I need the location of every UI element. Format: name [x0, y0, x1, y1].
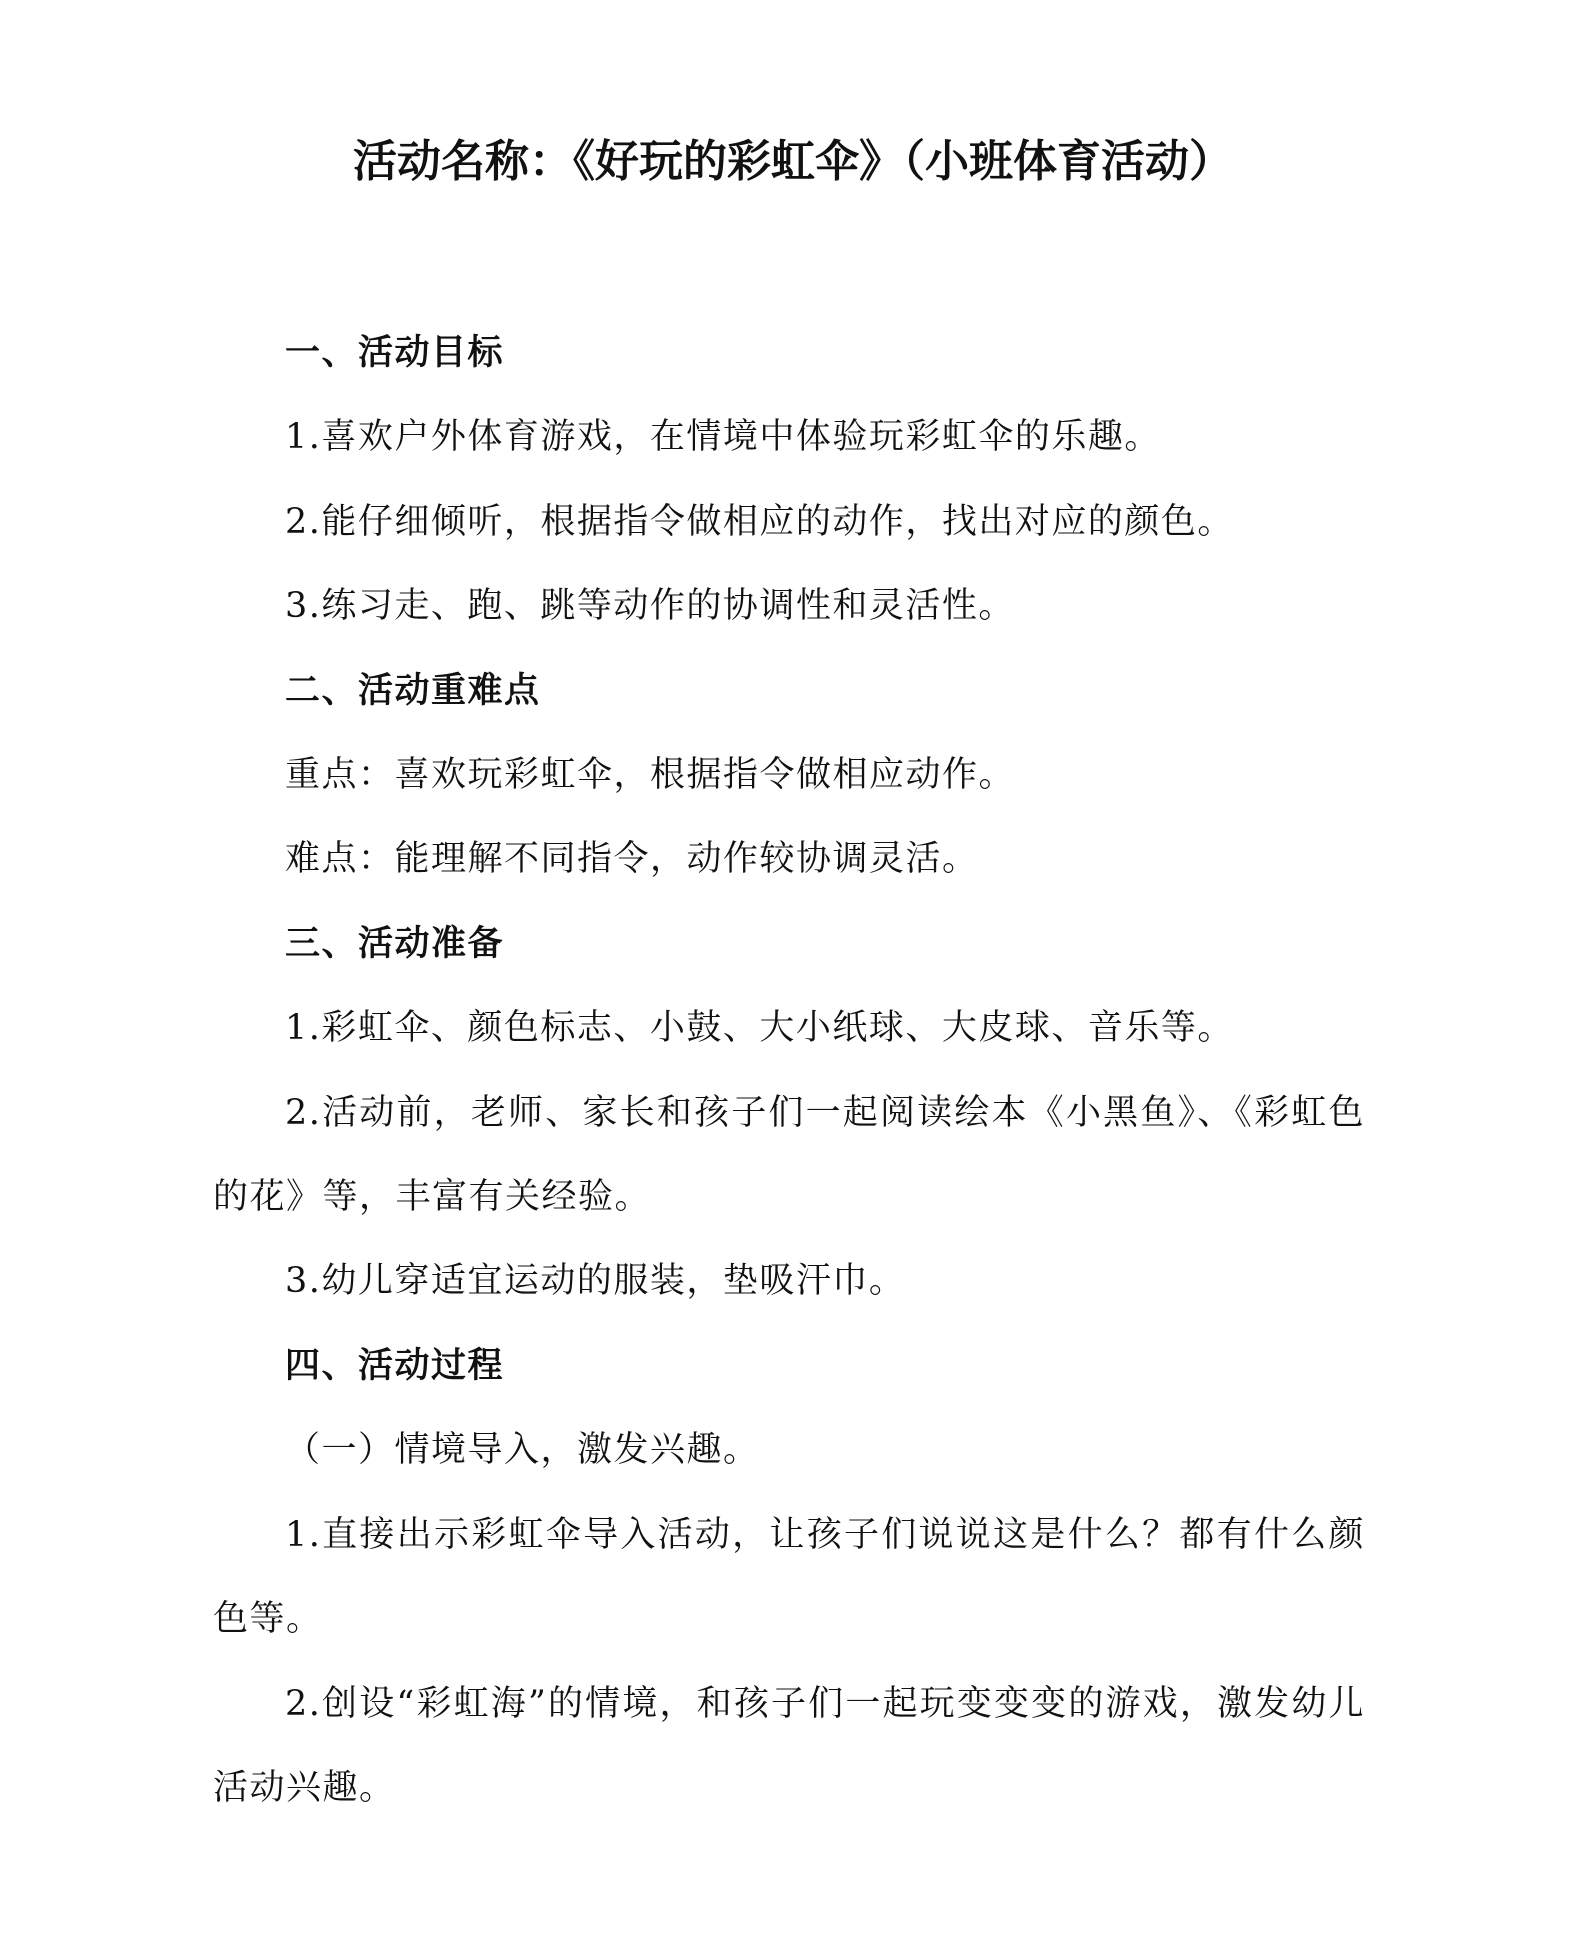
section-heading: 三、活动准备 — [285, 922, 505, 964]
paragraph: 3.练习走、跑、跳等动作的协调性和灵活性。 — [285, 586, 1015, 627]
section-heading: 二、活动重难点 — [285, 669, 541, 711]
section-heading: 四、活动过程 — [285, 1344, 505, 1386]
paragraph: 2.能仔细倾听，根据指令做相应的动作，找出对应的颜色。 — [285, 501, 1234, 542]
paragraph: 1.彩虹伞、颜色标志、小鼓、大小纸球、大皮球、音乐等。 — [285, 1008, 1234, 1049]
paragraph: 1.喜欢户外体育游戏，在情境中体验玩彩虹伞的乐趣。 — [285, 417, 1161, 458]
document-body — [213, 311, 1365, 1830]
paragraph: 3.幼儿穿适宜运动的服装，垫吸汗巾。 — [285, 1261, 906, 1302]
paragraph: 1.直接出示彩虹伞导入活动，让孩子们说说这是什么？都有什么颜色等。 — [213, 1514, 1365, 1640]
paragraph: 难点：能理解不同指令，动作较协调灵活。 — [285, 839, 979, 880]
section-heading: 一、活动目标 — [285, 332, 505, 373]
paragraph: 2.活动前，老师、家长和孩子们一起阅读绘本《小黑鱼》、《彩虹色的花》等，丰富有关经验。 — [213, 1092, 1365, 1218]
paragraph: 重点：喜欢玩彩虹伞，根据指令做相应动作。 — [285, 755, 1016, 796]
document-title: 活动名称：《好玩的彩虹伞》（小班体育活动） — [353, 136, 1233, 187]
paragraph: （一）情境导入，激发兴趣。 — [285, 1430, 760, 1471]
paragraph: 2.创设“彩虹海”的情境，和孩子们一起玩变变变的游戏，激发幼儿活动兴趣。 — [213, 1683, 1365, 1808]
